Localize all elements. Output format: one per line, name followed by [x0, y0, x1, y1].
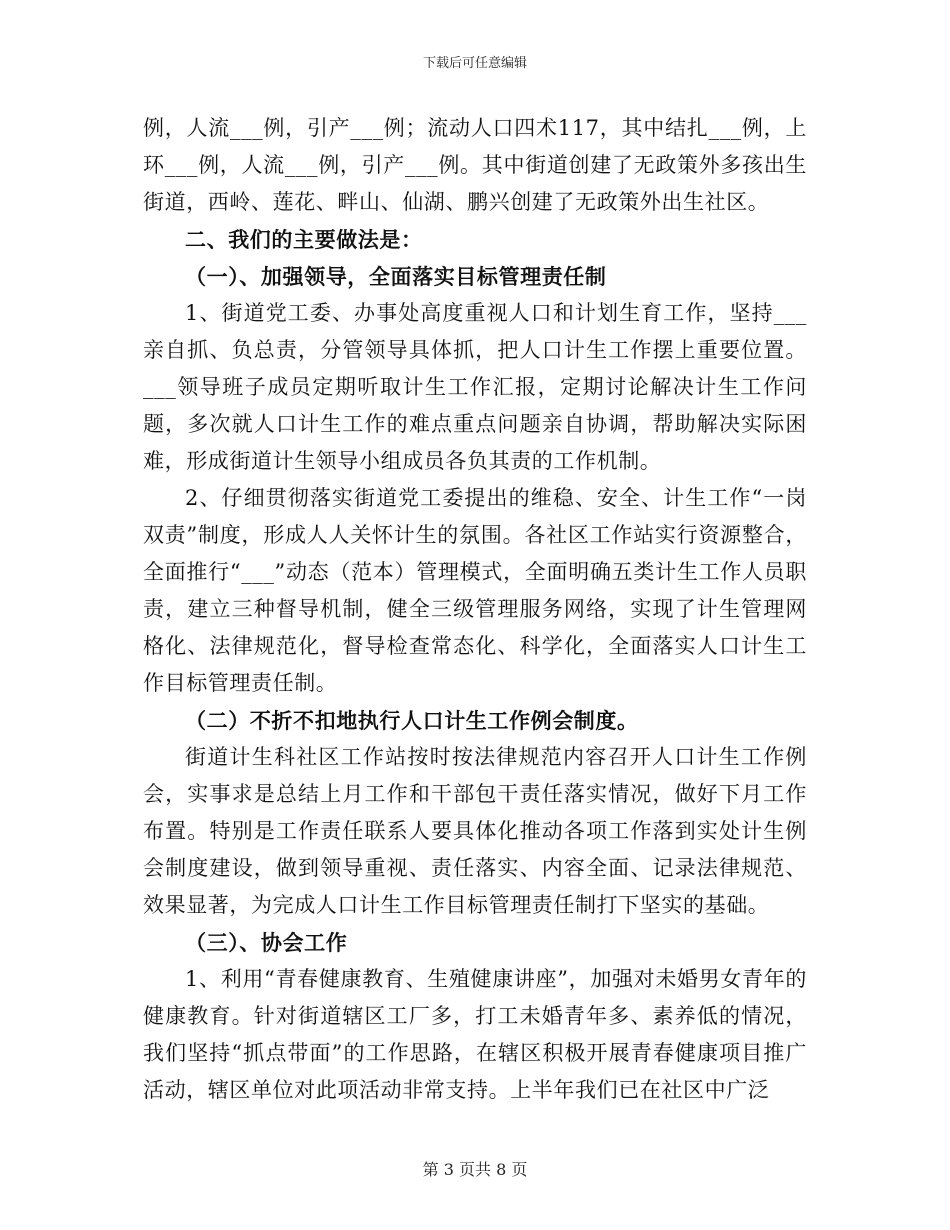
paragraph-sub2: 街道计生科社区工作站按时按法律规范内容召开人口计生工作例会，实事求是总结上月工作和干部包干责任落实情况，做好下月工作布置。特别是工作责任联系人要具体化推动各项工作落到实处计生例会制度建设，做到领导重视、责任落实、内容全面、记录法律规范、效果显著，为完成人口计生工作目标管理责任制打下坚实的基础。: [143, 745, 807, 917]
document-body: [143, 110, 807, 1109]
paragraph-sub1-item1: 1、街道党工委、办事处高度重视人口和计划生育工作，坚持___亲自抓、负总责，分管领导具体抓，把人口计生工作摆上重要位置。___领导班子成员定期听取计生工作汇报，定期讨论解决计生工作问题，多次就人口计生工作的难点重点问题亲自协调，帮助解决实际困难，形成街道计生领导小组成员各负其责的工作机制。: [143, 301, 807, 473]
page-header: 下载后可任意编辑: [422, 56, 527, 71]
subsection-heading-1: （一）、加强领导，全面落实目标管理责任制: [185, 264, 607, 289]
paragraph-sub1-item2: 2、仔细贯彻落实街道党工委提出的维稳、安全、计生工作“一岗双责”制度，形成人人关怀计生的氛围。各社区工作站实行资源整合，全面推行“___”动态（范本）管理模式，全面明确五类计生工作人员职责，建立三种督导机制，健全三级管理服务网络，实现了计生管理网格化、法律规范化，督导检查常态化、科学化，全面落实人口计生工作目标管理责任制。: [143, 486, 807, 695]
page-number: 第 3 页共 8 页: [422, 1160, 528, 1179]
paragraph-continuation: 例，人流___例，引产___例；流动人口四术117，其中结扎___例，上环___例，人流___例，引产___例。其中街道创建了无政策外多孩出生街道，西岭、莲花、畔山、仙湖、鹏兴创建了无政策外出生社区。: [143, 116, 807, 214]
subsection-heading-2: （二）不折不扣地执行人口计生工作例会制度。: [185, 708, 639, 733]
subsection-heading-3: （三）、协会工作: [185, 930, 348, 955]
paragraph-sub3-item1: 1、利用“青春健康教育、生殖健康讲座”，加强对未婚男女青年的健康教育。针对街道辖区工厂多，打工未婚青年多、素养低的情况，我们坚持“抓点带面”的工作思路，在辖区积极开展青春健康项目推广活动，辖区单位对此项活动非常支持。上半年我们已在社区中广泛: [143, 967, 807, 1102]
section-heading-2: 二、我们的主要做法是：: [185, 227, 423, 252]
